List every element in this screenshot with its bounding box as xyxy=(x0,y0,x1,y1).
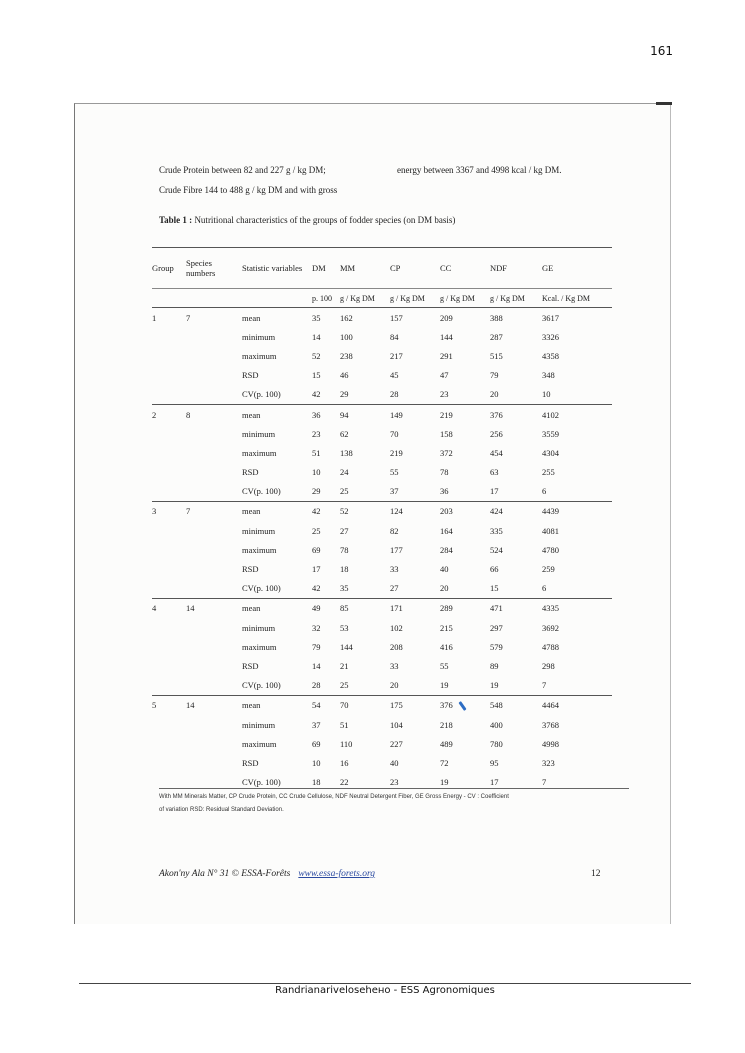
value-cell: 21 xyxy=(340,660,349,671)
value-cell: 144 xyxy=(440,331,453,342)
value-cell: 49 xyxy=(312,598,340,618)
species-cell xyxy=(186,540,242,559)
group-cell xyxy=(152,753,186,772)
species-cell: 7 xyxy=(186,312,191,323)
value-cell: 27 xyxy=(390,583,399,594)
value-cell: 28 xyxy=(390,389,399,400)
group-cell xyxy=(152,618,186,637)
value-cell: 35 xyxy=(312,312,321,323)
table-row xyxy=(152,540,612,559)
value-cell: 28 xyxy=(312,680,321,691)
intro-line: Crude Protein between 82 and 227 g / kg DM; xyxy=(159,165,326,175)
value-cell: 79 xyxy=(490,370,499,381)
value-cell: 17 xyxy=(490,777,499,788)
species-cell xyxy=(186,656,242,675)
group-cell xyxy=(152,559,186,578)
value-cell: 454 xyxy=(490,447,503,458)
table-row xyxy=(152,482,612,502)
table-row xyxy=(152,424,612,443)
species-cell xyxy=(186,366,242,385)
group-cell xyxy=(152,540,186,559)
table-row xyxy=(152,443,612,462)
table-row xyxy=(152,734,612,753)
column-unit: p. 100 xyxy=(312,289,340,308)
group-cell xyxy=(152,715,186,734)
group-cell xyxy=(152,579,186,599)
value-cell: 23 xyxy=(440,389,449,400)
value-cell: 36 xyxy=(312,404,340,424)
statistic-cell: minimum xyxy=(242,622,276,633)
value-cell: 219 xyxy=(440,404,490,424)
statistic-cell: minimum xyxy=(242,428,276,439)
statistic-cell: maximum xyxy=(242,544,277,555)
value-cell: 3559 xyxy=(542,428,559,439)
column-header: CC xyxy=(440,248,490,289)
value-cell: 104 xyxy=(390,719,403,730)
value-cell: 138 xyxy=(340,447,353,458)
value-cell: 40 xyxy=(390,757,399,768)
value-cell: 3692 xyxy=(542,622,559,633)
table-row xyxy=(152,618,612,637)
table-row xyxy=(152,521,612,540)
group-cell: 5 xyxy=(152,695,186,715)
value-cell: 175 xyxy=(390,695,440,715)
statistic-cell: CV(p. 100) xyxy=(242,583,281,594)
value-cell: 291 xyxy=(440,350,453,361)
statistic-cell: RSD xyxy=(242,757,259,768)
value-cell: 3617 xyxy=(542,312,559,323)
species-cell: 8 xyxy=(186,404,242,424)
value-cell: 162 xyxy=(340,312,353,323)
species-cell xyxy=(186,482,242,502)
species-cell: 14 xyxy=(186,598,242,618)
species-cell: 14 xyxy=(186,695,242,715)
footnote-line: With MM Minerals Matter, CP Crude Protein, CC Crude Cellulose, NDF Neutral Detergent Fiber, GE Gross Energy - CV : Coefficient xyxy=(159,794,509,800)
value-cell: 289 xyxy=(440,598,490,618)
species-cell xyxy=(186,463,242,482)
value-cell: 4788 xyxy=(542,641,559,652)
statistic-cell: maximum xyxy=(242,641,277,652)
value-cell: 416 xyxy=(440,641,453,652)
species-cell xyxy=(186,521,242,540)
value-cell: 94 xyxy=(340,404,390,424)
group-cell: 1 xyxy=(152,312,157,323)
value-cell: 78 xyxy=(340,544,349,555)
species-cell xyxy=(186,346,242,365)
value-cell: 17 xyxy=(490,486,499,497)
table-row xyxy=(152,327,612,346)
table-row xyxy=(152,753,612,772)
journal-footer xyxy=(159,869,609,879)
intro-right: energy between 3367 and 4998 kcal / kg DM. xyxy=(397,165,562,175)
table-row xyxy=(152,463,612,482)
value-cell: 149 xyxy=(390,404,440,424)
value-cell: 15 xyxy=(490,583,499,594)
journal-link[interactable]: www.essa-forets.org xyxy=(298,869,376,879)
value-cell: 515 xyxy=(490,350,503,361)
value-cell: 52 xyxy=(312,350,321,361)
value-cell: 84 xyxy=(390,331,399,342)
table-row xyxy=(152,656,612,675)
value-cell: 85 xyxy=(340,598,390,618)
species-cell xyxy=(186,618,242,637)
column-header: Group xyxy=(152,248,186,289)
statistic-cell: mean xyxy=(242,695,312,715)
species-cell xyxy=(186,579,242,599)
column-unit: g / Kg DM xyxy=(490,289,542,308)
value-cell: 18 xyxy=(340,564,349,575)
value-cell: 10 xyxy=(542,389,551,400)
table-row xyxy=(152,346,612,365)
value-cell: 227 xyxy=(390,738,403,749)
value-cell: 25 xyxy=(340,680,349,691)
column-unit xyxy=(186,289,242,308)
value-cell: 217 xyxy=(390,350,403,361)
value-cell: 203 xyxy=(440,501,490,521)
group-cell xyxy=(152,366,186,385)
table-title xyxy=(159,215,599,225)
value-cell: 20 xyxy=(490,389,499,400)
value-cell: 62 xyxy=(340,428,349,439)
value-cell: 70 xyxy=(340,695,390,715)
table-row xyxy=(152,559,612,578)
table-footnote xyxy=(159,791,629,817)
value-cell: 471 xyxy=(490,598,542,618)
value-cell: 400 xyxy=(490,719,503,730)
value-cell: 19 xyxy=(440,777,449,788)
species-cell xyxy=(186,424,242,443)
value-cell: 110 xyxy=(340,738,353,749)
value-cell: 69 xyxy=(312,738,321,749)
value-cell: 10 xyxy=(312,467,321,478)
value-cell: 25 xyxy=(340,486,349,497)
value-cell: 171 xyxy=(390,598,440,618)
value-cell: 6 xyxy=(542,486,547,497)
group-cell: 3 xyxy=(152,501,186,521)
statistic-cell: CV(p. 100) xyxy=(242,680,281,691)
footnote-line: of variation RSD: Residual Standard Deviation. xyxy=(159,807,284,813)
table-units-row xyxy=(152,289,612,308)
value-cell: 10 xyxy=(312,757,321,768)
statistic-cell: maximum xyxy=(242,738,277,749)
statistic-cell: CV(p. 100) xyxy=(242,389,281,400)
value-cell: 24 xyxy=(340,467,349,478)
column-header: MM xyxy=(340,248,390,289)
species-cell xyxy=(186,734,242,753)
value-cell: 42 xyxy=(312,501,340,521)
value-cell: 4464 xyxy=(542,695,612,715)
value-cell: 82 xyxy=(390,525,399,536)
value-cell: 579 xyxy=(490,641,503,652)
value-cell: 16 xyxy=(340,757,349,768)
group-cell xyxy=(152,463,186,482)
value-cell: 144 xyxy=(340,641,353,652)
table-row xyxy=(152,676,612,696)
value-cell: 157 xyxy=(390,312,403,323)
value-cell: 66 xyxy=(490,564,499,575)
statistic-cell: mean xyxy=(242,501,312,521)
value-cell: 335 xyxy=(490,525,503,536)
column-header: GE xyxy=(542,248,612,289)
column-unit: g / Kg DM xyxy=(440,289,490,308)
value-cell: 7 xyxy=(542,680,547,691)
value-cell: 37 xyxy=(312,719,321,730)
column-unit: g / Kg DM xyxy=(340,289,390,308)
value-cell: 45 xyxy=(390,370,399,381)
value-cell: 4102 xyxy=(542,404,612,424)
group-cell xyxy=(152,327,186,346)
table-row xyxy=(152,637,612,656)
value-cell: 3768 xyxy=(542,719,559,730)
scanned-page xyxy=(74,103,671,924)
value-cell: 376 xyxy=(440,695,490,715)
value-cell: 6 xyxy=(542,583,547,594)
table-row xyxy=(152,598,612,618)
value-cell: 25 xyxy=(312,525,321,536)
value-cell: 51 xyxy=(312,447,321,458)
value-cell: 4335 xyxy=(542,598,612,618)
value-cell: 780 xyxy=(490,738,503,749)
value-cell: 15 xyxy=(312,370,321,381)
species-cell xyxy=(186,715,242,734)
table-row xyxy=(152,404,612,424)
statistic-cell: RSD xyxy=(242,660,259,671)
value-cell: 27 xyxy=(340,525,349,536)
value-cell: 23 xyxy=(312,428,321,439)
value-cell: 4081 xyxy=(542,525,559,536)
scan-page-number: 12 xyxy=(591,869,601,879)
value-cell: 287 xyxy=(490,331,503,342)
column-unit: Kcal. / Kg DM xyxy=(542,289,612,308)
group-cell xyxy=(152,424,186,443)
value-cell: 4439 xyxy=(542,501,612,521)
species-cell: 7 xyxy=(186,501,242,521)
statistic-cell: mean xyxy=(242,312,261,323)
value-cell: 323 xyxy=(542,757,555,768)
group-cell xyxy=(152,521,186,540)
table-row xyxy=(152,385,612,405)
value-cell: 19 xyxy=(490,680,499,691)
value-cell: 209 xyxy=(440,312,453,323)
value-cell: 47 xyxy=(440,370,449,381)
value-cell: 20 xyxy=(440,583,449,594)
value-cell: 33 xyxy=(390,660,399,671)
value-cell: 70 xyxy=(390,428,399,439)
table-title-label: Table 1 : xyxy=(159,215,193,225)
value-cell: 208 xyxy=(390,641,403,652)
statistic-cell: CV(p. 100) xyxy=(242,777,281,788)
species-cell xyxy=(186,385,242,405)
group-cell xyxy=(152,676,186,696)
table-row xyxy=(152,715,612,734)
group-cell xyxy=(152,734,186,753)
value-cell: 20 xyxy=(390,680,399,691)
footer-rule xyxy=(79,983,691,984)
value-cell: 14 xyxy=(312,331,321,342)
value-cell: 4780 xyxy=(542,544,559,555)
group-cell xyxy=(152,443,186,462)
value-cell: 32 xyxy=(312,622,321,633)
statistic-cell: minimum xyxy=(242,525,276,536)
value-cell: 22 xyxy=(340,777,349,788)
value-cell: 7 xyxy=(542,777,547,788)
column-unit xyxy=(152,289,186,308)
value-cell: 424 xyxy=(490,501,542,521)
value-cell: 89 xyxy=(490,660,499,671)
species-cell xyxy=(186,559,242,578)
value-cell: 297 xyxy=(490,622,503,633)
value-cell: 17 xyxy=(312,564,321,575)
value-cell: 33 xyxy=(390,564,399,575)
table-row xyxy=(152,579,612,599)
group-cell: 4 xyxy=(152,598,186,618)
column-header: NDF xyxy=(490,248,542,289)
column-unit: g / Kg DM xyxy=(390,289,440,308)
group-cell xyxy=(152,482,186,502)
value-cell: 29 xyxy=(340,389,349,400)
value-cell: 36 xyxy=(440,486,449,497)
value-cell: 238 xyxy=(340,350,353,361)
journal-citation: Akon'ny Ala N° 31 © ESSA-Forêts xyxy=(159,869,291,879)
group-cell xyxy=(152,637,186,656)
value-cell: 14 xyxy=(312,660,321,671)
value-cell: 164 xyxy=(440,525,453,536)
nutrition-table xyxy=(152,247,612,792)
value-cell: 4358 xyxy=(542,350,559,361)
value-cell: 177 xyxy=(390,544,403,555)
page-number: 161 xyxy=(650,44,673,58)
value-cell: 489 xyxy=(440,738,453,749)
statistic-cell: RSD xyxy=(242,564,259,575)
value-cell: 218 xyxy=(440,719,453,730)
footnote-rule xyxy=(159,788,629,789)
value-cell: 37 xyxy=(390,486,399,497)
value-cell: 102 xyxy=(390,622,403,633)
species-cell xyxy=(186,327,242,346)
species-cell xyxy=(186,676,242,696)
value-cell: 4304 xyxy=(542,447,559,458)
value-cell: 55 xyxy=(440,660,449,671)
group-cell xyxy=(152,346,186,365)
value-cell: 284 xyxy=(440,544,453,555)
value-cell: 3326 xyxy=(542,331,559,342)
value-cell: 524 xyxy=(490,544,503,555)
statistic-cell: RSD xyxy=(242,467,259,478)
group-cell xyxy=(152,385,186,405)
value-cell: 158 xyxy=(440,428,453,439)
value-cell: 100 xyxy=(340,331,353,342)
statistic-cell: mean xyxy=(242,404,312,424)
value-cell: 19 xyxy=(440,680,449,691)
value-cell: 372 xyxy=(440,447,453,458)
value-cell: 63 xyxy=(490,467,499,478)
statistic-cell: maximum xyxy=(242,350,277,361)
column-unit xyxy=(242,289,312,308)
intro-line: Crude Fibre 144 to 488 g / kg DM and with gross xyxy=(159,185,338,195)
table-row xyxy=(152,501,612,521)
column-header: CP xyxy=(390,248,440,289)
table-row xyxy=(152,695,612,715)
table-row xyxy=(152,308,612,328)
value-cell: 215 xyxy=(440,622,453,633)
value-cell: 69 xyxy=(312,544,321,555)
value-cell: 298 xyxy=(542,660,555,671)
value-cell: 52 xyxy=(340,501,390,521)
intro-left xyxy=(159,160,389,200)
group-cell: 2 xyxy=(152,404,186,424)
table-body xyxy=(152,308,612,792)
column-header: DM xyxy=(312,248,340,289)
nutrition-table-wrapper xyxy=(152,247,612,792)
column-header: Species numbers xyxy=(186,248,242,289)
value-cell: 53 xyxy=(340,622,349,633)
value-cell: 42 xyxy=(312,389,321,400)
value-cell: 348 xyxy=(542,370,555,381)
group-cell xyxy=(152,656,186,675)
statistic-cell: RSD xyxy=(242,370,259,381)
statistic-cell: minimum xyxy=(242,331,276,342)
value-cell: 23 xyxy=(390,777,399,788)
value-cell: 55 xyxy=(390,467,399,478)
statistic-cell: minimum xyxy=(242,719,276,730)
value-cell: 376 xyxy=(490,404,542,424)
value-cell: 95 xyxy=(490,757,499,768)
value-cell: 51 xyxy=(340,719,349,730)
value-cell: 548 xyxy=(490,695,542,715)
value-cell: 18 xyxy=(312,777,321,788)
statistic-cell: mean xyxy=(242,598,312,618)
value-cell: 35 xyxy=(340,583,349,594)
value-cell: 259 xyxy=(542,564,555,575)
value-cell: 29 xyxy=(312,486,321,497)
species-cell xyxy=(186,443,242,462)
species-cell xyxy=(186,753,242,772)
value-cell: 78 xyxy=(440,467,449,478)
value-cell: 40 xyxy=(440,564,449,575)
species-cell xyxy=(186,637,242,656)
value-cell: 124 xyxy=(390,501,440,521)
scan-edge-mark xyxy=(656,102,672,105)
value-cell: 388 xyxy=(490,312,503,323)
value-cell: 256 xyxy=(490,428,503,439)
value-cell: 72 xyxy=(440,757,449,768)
value-cell: 219 xyxy=(390,447,403,458)
footer-text: Randrianarivelosehено - ESS Agronomiques xyxy=(275,985,495,996)
table-title-text: Nutritional characteristics of the groups of fodder species (on DM basis) xyxy=(192,215,456,225)
statistic-cell: maximum xyxy=(242,447,277,458)
table-row xyxy=(152,366,612,385)
value-cell: 46 xyxy=(340,370,349,381)
column-header: Statistic variables xyxy=(242,248,312,289)
value-cell: 42 xyxy=(312,583,321,594)
value-cell: 4998 xyxy=(542,738,559,749)
statistic-cell: CV(p. 100) xyxy=(242,486,281,497)
value-cell: 255 xyxy=(542,467,555,478)
table-header-row xyxy=(152,248,612,289)
value-cell: 79 xyxy=(312,641,321,652)
value-cell: 54 xyxy=(312,695,340,715)
